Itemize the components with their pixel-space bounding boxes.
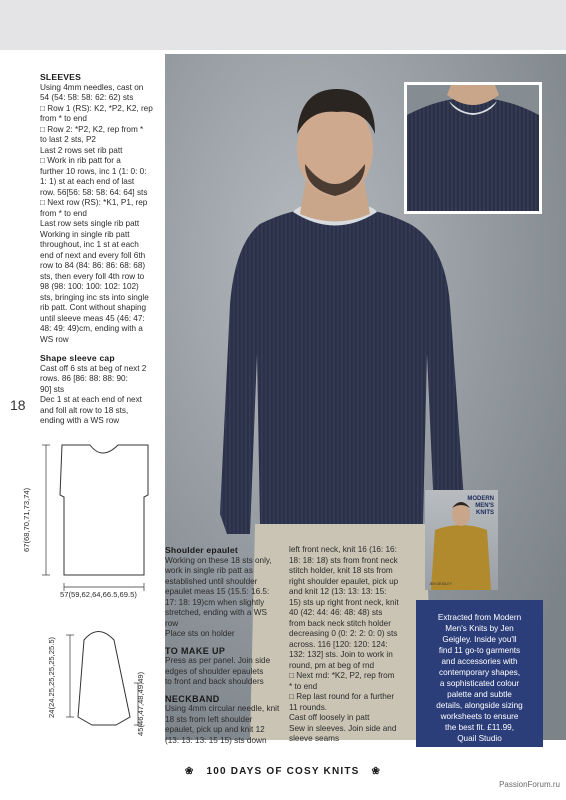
promo-line: Geigley. Inside you'll	[442, 635, 517, 644]
text-line: right shoulder epaulet, pick up	[289, 576, 399, 586]
text-line: sleeve seams	[289, 734, 340, 743]
text-line: WS row	[40, 334, 69, 344]
text-line: stretched, ending with a WS row	[165, 608, 267, 628]
text-line: □ Row 2: *P2, K2, rep from *	[40, 124, 144, 134]
text-line: Dec 1 st at each end of next	[40, 395, 142, 404]
neckline-closeup-photo	[404, 82, 542, 214]
text-line: Last 2 rows set rib patt	[40, 145, 123, 155]
text-line: □ Next row (RS): *K1, P1, rep	[40, 198, 148, 207]
text-line: 11 rounds.	[289, 702, 328, 712]
text-line: rows. 86 [86: 88: 88: 90:	[40, 374, 128, 383]
text-line: 18 sts from left shoulder	[165, 714, 253, 724]
text-line: 40 (42: 44: 46: 48: 48) sts	[289, 608, 383, 617]
promo-line: palette and subtle	[447, 690, 512, 699]
text-line: epaulet meas 15 (15.5: 16.5:	[165, 587, 270, 596]
text-line: row. 56[56: 58: 58: 64: 64] sts	[40, 187, 148, 197]
text-line: from * to end	[40, 114, 87, 123]
footer-ornament-right: ❀	[371, 766, 382, 777]
body-schematic-outline	[60, 445, 148, 575]
text-line: □ Work in rib patt for a	[40, 156, 121, 165]
text-line: from * to end	[40, 208, 87, 218]
text-line: 17: 18: 19)cm when slightly	[165, 597, 265, 607]
text-line: 48: 49: 49)cm, ending with a	[40, 324, 143, 333]
garment-schematic	[40, 435, 165, 765]
text-line: Cast off 6 sts at beg of next 2	[40, 363, 147, 373]
promo-line: worksheets to ensure	[440, 712, 519, 721]
promo-line: find 11 go-to garments	[438, 646, 521, 655]
text-line: Working in single rib patt	[40, 229, 130, 239]
neckband-continued-section	[289, 545, 405, 745]
sleeves-heading: SLEEVES	[40, 72, 82, 82]
text-line: further 10 rows, inc 1 (1: 0: 0:	[40, 166, 147, 176]
text-line: Last row sets single rib patt	[40, 219, 140, 228]
page-number: 18	[10, 397, 26, 413]
text-line: Sew in sleeves. Join side and	[289, 723, 397, 733]
text-line: Using 4mm needles, cast on	[40, 82, 144, 92]
promo-line: Men's Knits by Jen	[445, 624, 514, 633]
text-line: 15) sts up right front neck, knit	[289, 597, 399, 607]
promo-line: Quail Studio	[457, 734, 502, 743]
text-line: 18: 18: 18) sts from front neck	[289, 555, 398, 565]
watermark: PassionForum.ru	[499, 780, 560, 789]
text-line: □ Row 1 (RS): K2, *P2, K2, rep	[40, 103, 153, 113]
text-line: throughout, inc 1 st at each	[40, 240, 139, 249]
text-line: row to 84 (84: 86: 86: 68: 68)	[40, 261, 146, 270]
text-line: end of next and every foll 6th	[40, 250, 146, 260]
text-line: and foll alt row to 18 sts,	[40, 405, 129, 415]
book-promo-box	[416, 600, 543, 747]
text-line: □ Next rnd: *K2, P2, rep from	[289, 671, 395, 680]
sleeve-cap-label: 24(24.25,25,25,25,25.5)	[47, 636, 56, 718]
text-line: Press as per panel. Join side	[165, 656, 271, 665]
promo-line: details, alongside sizing	[436, 701, 523, 710]
top-decorative-band	[0, 0, 566, 50]
book-cover	[425, 490, 498, 590]
text-line: edges of shoulder epaulets	[165, 666, 264, 676]
text-line: from back neck stitch holder	[289, 618, 391, 628]
text-line: 98 (98: 100: 100: 102: 102)	[40, 282, 139, 291]
text-line: until sleeve meas 45 (46: 47:	[40, 313, 145, 323]
text-line: decreasing 0 (0: 2: 2: 0: 0) sts	[289, 629, 398, 638]
text-line: and knit 12 (13: 13: 13: 15:	[289, 587, 387, 596]
text-line: 132: 132] sts. Join to work in	[289, 650, 393, 659]
promo-line: contemporary shapes,	[438, 668, 520, 677]
text-line: work in single rib patt as	[165, 566, 253, 575]
neckband-heading: NECKBAND	[165, 693, 220, 704]
to-make-up-heading: TO MAKE UP	[165, 645, 226, 656]
text-line: Working on these 18 sts only,	[165, 555, 272, 565]
text-line: □ Rep last round for a further	[289, 692, 395, 701]
text-line: sts, then every foll 4th row to	[40, 271, 145, 281]
promo-line: a sophisticated colour	[439, 679, 520, 688]
text-line: to last 2 sts, P2	[40, 135, 96, 144]
shape-sleeve-cap-heading: Shape sleeve cap	[40, 353, 115, 363]
text-line: left front neck, knit 16 (16: 16:	[289, 545, 397, 554]
shoulder-epaulet-section	[165, 545, 281, 746]
text-line: stitch holder, knit 18 sts from	[289, 566, 393, 575]
text-line: ending with a WS row	[40, 416, 120, 425]
text-line: (13: 13: 13: 15 15) sts down	[165, 735, 267, 745]
text-line: established until shoulder	[165, 576, 258, 586]
promo-line: Extracted from Modern	[437, 613, 522, 622]
page-footer	[0, 766, 566, 777]
text-line: to front and back shoulders	[165, 677, 264, 686]
sleeve-length-label: 45(46,47,48,49,49)	[136, 671, 145, 736]
sleeves-section	[40, 72, 156, 427]
promo-line: and accessories with	[441, 657, 518, 666]
body-width-label: 57(59,62,64,66.5,69.5)	[60, 590, 137, 599]
magazine-title: 100 DAYS OF COSY KNITS	[206, 766, 360, 777]
text-line: Cast off loosely in patt	[289, 713, 370, 722]
text-line: rib patt. Cont without shaping	[40, 303, 147, 312]
book-author: JEN GEIGLEY	[429, 582, 452, 586]
text-line: 1: 1) st at each end of last	[40, 177, 135, 186]
text-line: sts, bringing inc sts into single	[40, 292, 149, 302]
text-line: Using 4mm circular needle, knit	[165, 704, 280, 713]
text-line: round, pm at beg of rnd	[289, 660, 375, 670]
text-line: epaulet, pick up and knit 12	[165, 725, 265, 734]
text-line: 54 (54: 58: 58: 62: 62) sts	[40, 93, 134, 102]
sleeve-schematic-outline	[78, 632, 130, 726]
body-height-label: 67(68,70,71,73,74)	[22, 487, 31, 552]
text-line: 90] sts	[40, 384, 65, 394]
footer-ornament-left: ❀	[184, 766, 195, 777]
text-line: * to end	[289, 681, 318, 691]
text-line: across. 116 [120: 120: 124:	[289, 639, 388, 649]
promo-line: the best fit. £11.99,	[444, 723, 515, 732]
book-title: MODERN MEN'S KNITS	[467, 496, 494, 516]
text-line: Place sts on holder	[165, 629, 235, 638]
shoulder-epaulet-heading: Shoulder epaulet	[165, 545, 238, 555]
